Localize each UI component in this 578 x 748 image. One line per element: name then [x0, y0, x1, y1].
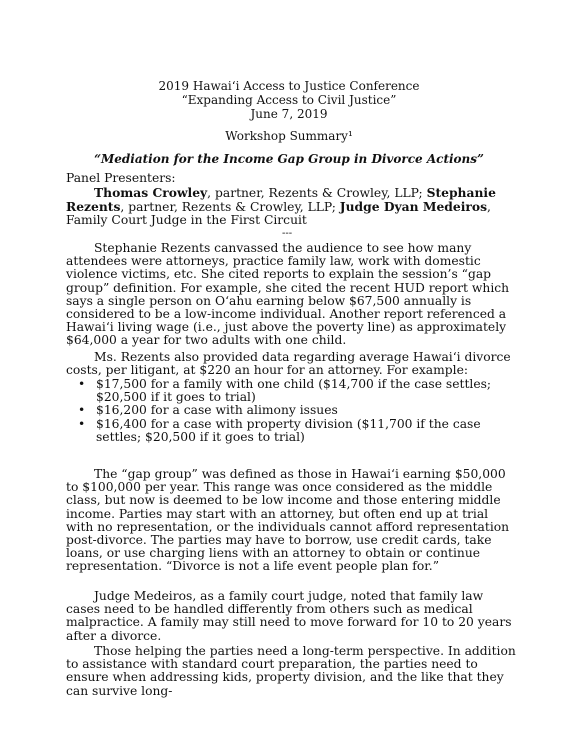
body-paragraph: Judge Medeiros, as a family court judge, noted that family law cases need to be handled differently from others such as medical malpractice. A family may still need to move forward for 10 to 20 years after a divorce.: [66, 589, 512, 643]
presenter-name: Stephanie Rezents: [66, 185, 496, 215]
body-paragraph: Ms. Rezents also provided data regarding average Hawaiʻi divorce costs, per litigant, at $220 an hour for an attorney. For example:: [66, 350, 511, 378]
bullet-icon: •: [78, 416, 86, 431]
bullet-item: [66, 378, 518, 404]
bullet-text: $16,200 for a case with alimony issues: [96, 403, 338, 418]
body-paragraph: Stephanie Rezents canvassed the audience to see how many attendees were attorneys, practice family law, work with domestic violence victims, etc. She cited reports to explain the session’s “gap group” definition. For example, she cited the recent HUD report which says a single person on O‘ahu earning below $67,500 annually is considered to be a low-income individual. Another report referenced a Hawaiʻi living wage (i.e., just above the poverty line) as approximately $64,000 a year for two adults with one child.: [66, 241, 510, 348]
conference-theme: “Expanding Access to Civil Justice”: [181, 93, 397, 107]
section-separator: ---: [282, 228, 293, 239]
bullet-icon: •: [78, 403, 86, 418]
panel-presenters-label: Panel Presenters:: [66, 171, 176, 185]
presenter-name: Thomas Crowley: [94, 185, 208, 200]
bullet-text: $16,400 for a case with property division ($11,700 if the case settles; $20,500 if it goes to trial): [96, 416, 481, 444]
presenter-role: , partner, Rezents & Crowley, LLP;: [120, 200, 340, 215]
presenter-role: , partner, Rezents & Crowley, LLP;: [207, 186, 427, 200]
conference-name: 2019 Hawaiʻi Access to Justice Conference: [158, 79, 420, 93]
presenter-role: , Family Court Judge in the First Circuit: [66, 200, 491, 228]
workshop-summary-label: Workshop Summary¹: [225, 129, 353, 143]
conference-date: June 7, 2019: [250, 107, 328, 121]
bullet-item: [66, 418, 518, 444]
body-paragraph: Those helping the parties need a long-term perspective. In addition to assistance with standard court preparation, the parties need to ensure when addressing kids, property division, and the like that they can survive long-: [66, 644, 516, 698]
body-paragraph: The “gap group” was defined as those in Hawaiʻi earning $50,000 to $100,000 per year. This range was once considered as the middle class, but now is deemed to be low income and those entering middle income. Parties may start with an attorney, but often end up at trial with no representation, or the individuals cannot afford representation post-divorce. The parties may have to borrow, use credit cards, take loans, or use charging liens with an attorney to obtain or continue representation. “Divorce is not a life event people plan for.”: [66, 467, 510, 574]
bullet-text: $17,500 for a family with one child ($14,700 if the case settles; $20,500 if it goes to trial): [96, 377, 492, 405]
session-title: “Mediation for the Income Gap Group in Divorce Actions”: [94, 152, 484, 166]
presenter-name: Judge Dyan Medeiros: [339, 199, 487, 215]
panel-presenters-list: [66, 186, 518, 228]
bullet-icon: •: [78, 377, 86, 391]
cost-bullet-list: [66, 378, 518, 444]
